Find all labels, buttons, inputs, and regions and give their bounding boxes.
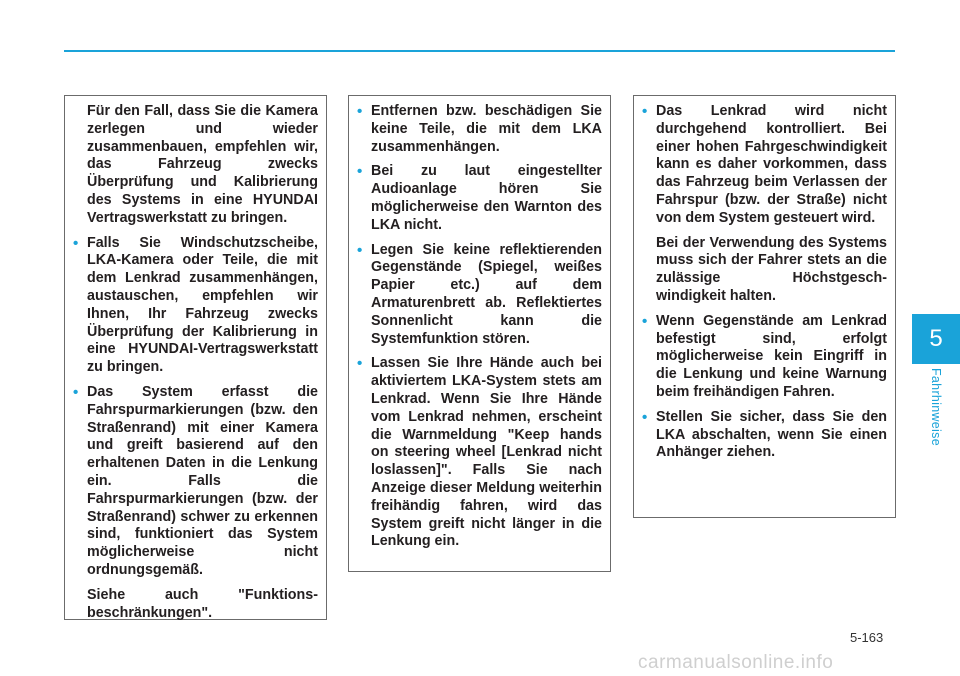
caution-column-2 — [348, 95, 611, 572]
caution-column-1 — [64, 95, 327, 620]
caution-column-3 — [633, 95, 896, 518]
bullet-item: • Stellen Sie sicher, dass Sie den LKA abschalten, wenn Sie einen Anhänger ziehen. — [656, 409, 887, 462]
header-rule — [64, 50, 895, 52]
bullet-item: • Lassen Sie Ihre Hände auch bei aktiviertem LKA-System stets am Lenkrad. Wenn Sie Ihre Hände vom Lenkrad nehmen, erscheint die Warnmeldung "Keep hands on steering wheel [Lenkrad nicht loslassen]". Falls Sie nach Anzeige dieser Meldung weiterhin freihändig fahren, wird das System greift nicht länger in die Lenkung ein. — [371, 355, 602, 551]
paragraph: Siehe auch "Funktions-beschränkungen". — [87, 586, 318, 621]
bullet-item: • Wenn Gegenstände am Lenkrad befestigt sind, erfolgt möglicherweise kein Eingriff in die Lenkung und keine Warnung beim freihändigen Fahren. — [656, 313, 887, 402]
bullet-item: • Legen Sie keine reflektierenden Gegenstände (Spiegel, weißes Papier etc.) auf dem Armaturenbrett ab. Reflektiertes Sonnenlicht kann die Systemfunktion stören. — [371, 242, 602, 349]
paragraph: Bei der Verwendung des Systems muss sich der Fahrer stets an die zulässige Höchstgesch-windigkeit halten. — [656, 234, 887, 304]
bullet-item: • Falls Sie Windschutzscheibe, LKA-Kamera oder Teile, die mit dem Lenkrad zusammenhängen, austauschen, empfehlen wir Ihnen, Ihr Fahrzeug zwecks Überprüfung der Kalibrierung in eine HYUNDAI-Vertragswerkstatt zu bringen. — [87, 235, 318, 377]
bullet-item: • Bei zu laut eingestellter Audioanlage hören Sie möglicherweise den Warnton des LKA nicht. — [371, 163, 602, 234]
bullet-item: • Entfernen bzw. beschädigen Sie keine Teile, die mit dem LKA zusammenhängen. — [371, 103, 602, 156]
bullet-item: • Das Lenkrad wird nicht durchgehend kontrolliert. Bei einer hohen Fahrgeschwindigkeit kann es daher vorkommen, dass das Fahrzeug beim Verlassen der Fahrspur (bzw. der Straße) nicht von dem System gesteuert wird. — [656, 103, 887, 228]
chapter-title: Fahrhinweise — [929, 368, 943, 446]
page-number: 5-163 — [850, 630, 884, 645]
watermark: carmanualsonline.info — [638, 652, 834, 673]
paragraph: Für den Fall, dass Sie die Kamera zerlegen und wieder zusammenbauen, empfehlen wir, das Fahrzeug zwecks Überprüfung und Kalibrierung des Systems in eine HYUNDAI Vertragswerkstatt zu bringen. — [87, 103, 318, 226]
chapter-tab: 5 — [912, 314, 960, 364]
bullet-item: • Das System erfasst die Fahrspurmarkierungen (bzw. den Straßenrand) mit einer Kamera und greift basierend auf den erhaltenen Daten in die Lenkung ein. Falls die Fahrspurmarkierungen (bzw. der Straßenrand) schwer zu erkennen sind, funktioniert das System möglicherweise nicht ordnungsgemäß. — [87, 384, 318, 580]
